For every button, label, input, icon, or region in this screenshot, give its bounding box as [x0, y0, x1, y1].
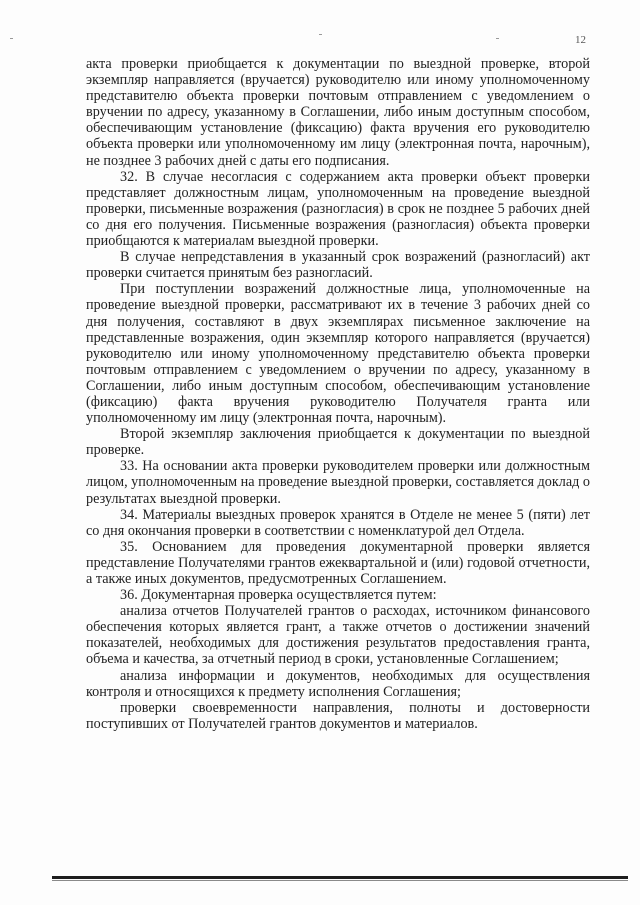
scan-artifact	[496, 38, 499, 39]
document-body	[86, 56, 590, 732]
paragraph: 32. В случае несогласия с содержанием акта проверки объект проверки представляет должностным лицам, уполномоченным на проведение выездной проверки, письменные возражения (разногласия) в срок не позднее 5 рабочих дней со дня его получения. Письменные возражения (разногласия) объекта проверки приобщаются к материалам выездной проверки.	[86, 168, 590, 250]
paragraph: анализа отчетов Получателей грантов о расходах, источником финансового обеспечения которых является грант, а также отчетов о достижении значений показателей, необходимых для достижения результатов предоставления гранта, объема и качества, за отчетный период в сроки, установленные Соглашением;	[86, 603, 590, 668]
paragraph: 35. Основанием для проведения документарной проверки является представление Получателями грантов ежеквартальной и (или) годовой отчетности, а также иных документов, предусмотренных Соглашением.	[86, 538, 590, 587]
paragraph: проверки своевременности направления, полноты и достоверности поступивших от Получателей грантов документов и материалов.	[86, 699, 590, 732]
paragraph: анализа информации и документов, необходимых для осуществления контроля и относящихся к предмету исполнения Соглашения;	[86, 667, 590, 700]
bottom-border-line-thin	[52, 880, 628, 881]
paragraph: 34. Материалы выездных проверок хранятся в Отделе не менее 5 (пяти) лет со дня окончания проверки в соответствии с номенклатурой дел Отдела.	[86, 506, 590, 539]
paragraph: 33. На основании акта проверки руководителем проверки или должностным лицом, уполномоченным на проведение выездной проверки, составляется доклад о результатах выездной проверки.	[86, 458, 590, 507]
scan-artifact	[10, 38, 13, 39]
scan-artifact	[319, 34, 322, 35]
paragraph: При поступлении возражений должностные лица, уполномоченные на проведение выездной проверки, рассматривают их в течение 3 рабочих дней со дня получения, составляют в двух экземплярах письменное заключение на представленные возражения, один экземпляр которого направляется (вручается) руководителю или иному уполномоченному представителю объекта проверки почтовым отправлением с уведомлением о вручении по адресу, указанному в Соглашении, либо иным доступным способом, обеспечивающим установление (фиксацию) факта вручения руководителю Получателя гранта или уполномоченному им лицу (электронная почта, нарочным).	[86, 281, 590, 427]
paragraph: 36. Документарная проверка осуществляется путем:	[120, 587, 437, 604]
paragraph: акта проверки приобщается к документации по выездной проверке, второй экземпляр направляется (вручается) руководителю или иному уполномоченному представителю объекта проверки почтовым отправлением с уведомлением о вручении по адресу, указанному в Соглашении, либо иным доступным способом, обеспечивающим установление (фиксацию) факта вручения его руководителю объекта проверки или уполномоченному им лицу (электронная почта, нарочным), не позднее 3 рабочих дней с даты его подписания.	[86, 56, 590, 169]
bottom-border-line	[52, 876, 628, 879]
paragraph: Второй экземпляр заключения приобщается к документации по выездной проверке.	[86, 426, 590, 459]
paragraph: В случае непредставления в указанный срок возражений (разногласий) акт проверки считается принятым без разногласий.	[86, 249, 590, 282]
page-number: 12	[575, 34, 586, 46]
